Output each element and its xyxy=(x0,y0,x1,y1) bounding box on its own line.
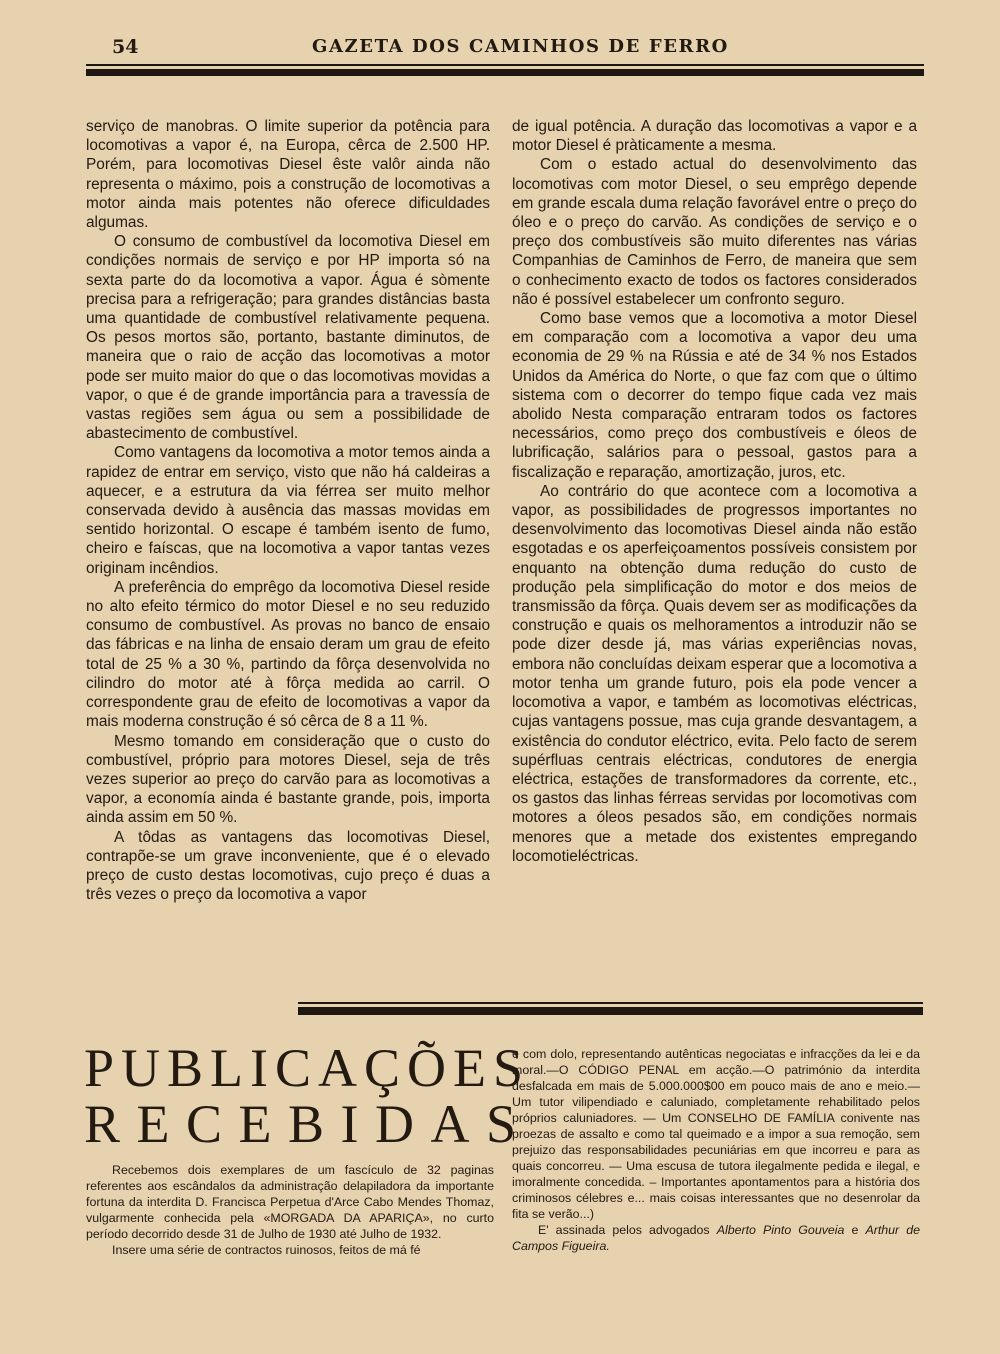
article-paragraph: Como vantagens da locomotiva a motor temos ainda a rapidez de entrar em serviço, visto que não há caldeiras a aquecer, e a estrutura da via férrea ser muito melhor conservada devido à ausência das massas movidas em sentido horizontal. O escape é também isento de fumo, cheiro e faíscas, que na locomotiva a vapor tantas vezes originam incêndios. xyxy=(86,444,490,577)
section-divider-thin xyxy=(298,1002,923,1004)
section-title-line-2: RECEBIDAS xyxy=(84,1094,533,1154)
review-signature xyxy=(512,1222,920,1254)
article-paragraph: Ao contrário do que acontece com a locomotiva a vapor, as possibilidades de progressos importantes no desenvolvimento das locomotivas Diesel ainda não estão esgotadas e os aperfeiçoamentos possíveis consistem por enquanto na obtenção duma redução do custo de produção pela simplificação do motor e dos meios de transmissão da fôrça. Quais devem ser as modificações da construção e quais os melhoramentos a introduzir não se pode dizer desde já, mas várias experiências novas, embora não concluídas deixam esperar que a locomotiva a motor tenha um grande futuro, pois ela pode vencer a locomotiva a vapor, e também as locomotivas eléctricas, cujas vantagens possue, mas cuja grande desvantagem, a existência do condutor eléctrico, evita. Pelo facto de serem supérfluas centrais eléctricas, condutores de energia eléctrica, estações de transformadores da corrente, etc., os gastos das linhas férreas servidas por locomotivas com motores a óleos pesados são, em condições normais menores que a metade dos existentes empregando locomotieléctricas. xyxy=(512,482,917,865)
header-rule-thin xyxy=(86,64,924,66)
author-name: Arthur de Campos Figueira. xyxy=(512,1223,921,1253)
review-paragraph: e com dolo, representando autênticas negociatas e infracções da lei e da moral.—O CÓDIGO PENAL em acção.—O património da interdita desfalcada em mais de 5.000.000$00 em pouco mais de ano e meio.—Um tutor vilipendiado e caluniado, completamente rehabilitado pelos próprios caluniadores. — Um CONSELHO DE FAMÍLIA conivente nas proezas de assalto e como tal queimado e a impor a sua remoção, sem prejuizo das responsabilidades pecuniárias em que incorreu e para as quais concorreu. — Uma escusa de tutora ilegalmente pedida e ilegal, e imoralmente concedida. – Importantes apontamentos para a história dos criminosos célebres e... mais coisas interessantes que no desenrolar da fita se verão...) xyxy=(512,1047,920,1221)
article-column-right xyxy=(512,117,917,866)
page-header xyxy=(112,34,924,60)
article-paragraph: de igual potência. A duração das locomotivas a vapor e a motor Diesel é pràticamente a mesma. xyxy=(512,118,917,155)
review-paragraph: Recebemos dois exemplares de um fascículo de 32 paginas referentes aos escândalos da administração delapiladora da importante fortuna da interdita D. Francisca Perpetua d'Arce Cabo Mendes Thomaz, vulgarmente conhecida pela «MORGADA DA APARIÇA», no curto período decorrido desde 31 de Julho de 1930 até Julho de 1932. xyxy=(86,1163,494,1241)
author-name: Alberto Pinto Gouveia xyxy=(716,1223,845,1237)
signature-joiner: e xyxy=(844,1223,866,1237)
review-column-right xyxy=(512,1046,920,1254)
article-paragraph: A tôdas as vantagens das locomotivas Diesel, contrapõe-se um grave inconveniente, que é o elevado preço de custo destas locomotivas, cujo preço é duas a três vezes o preço da locomotiva a vapor xyxy=(86,828,490,904)
section-divider-thick xyxy=(298,1007,923,1015)
article-paragraph: Mesmo tomando em consideração que o custo do combustível, próprio para motores Diesel, seja de três vezes superior ao preço do carvão para as locomotivas a vapor, a economía ainda é bastante grande, pois, importa ainda assim em 50 %. xyxy=(86,732,490,827)
article-paragraph: Com o estado actual do desenvolvimento das locomotivas com motor Diesel, o seu emprêgo depende em grande escala duma relação favorável entre o preço do óleo e o preço do carvão. As condições de serviço e o preço dos combustíveis são muito diferentes nas várias Companhias de Caminhos de Ferro, de maneira que sem o conhecimento exacto de todos os factores considerados não é possível estabelecer um confronto seguro. xyxy=(512,156,917,308)
page-number: 54 xyxy=(112,36,139,58)
running-title: GAZETA DOS CAMINHOS DE FERRO xyxy=(312,36,729,57)
article-paragraph: A preferência do emprêgo da locomotiva Diesel reside no alto efeito térmico do motor Diesel e no seu reduzido consumo de combustível. As provas no banco de ensaio das fábricas e na linha de ensaio deram um grau de efeito total de 25 % a 30 %, partindo da fôrça desenvolvida no cilindro do motor até à fôrça medida ao carril. O correspondente grau de efeito de locomotivas a vapor da mais moderna construção é só cêrca de 8 a 11 %. xyxy=(86,578,490,731)
review-paragraph: Insere uma série de contractos ruinosos, feitos de má fé xyxy=(112,1243,421,1257)
review-column-left xyxy=(86,1162,494,1258)
article-paragraph: serviço de manobras. O limite superior da potência para locomotivas a vapor é, na Europa, cêrca de 2.500 HP. Porém, para locomotivas Diesel êste valôr ainda não representa o máximo, pois a construção de locomotivas a motor ainda mais potentes não oferece dificuldades algumas. xyxy=(86,118,490,232)
signature-prefix: E' assinada pelos advogados xyxy=(538,1223,717,1237)
article-column-left xyxy=(86,117,490,904)
section-title xyxy=(84,1038,533,1154)
article-paragraph: Como base vemos que a locomotiva a motor Diesel em comparação com a locomotiva a vapor deu uma economia de 29 % na Rússia e até de 34 % nos Estados Unidos da América do Norte, o que faz com que o último sistema com o decorrer do tempo fique cada vez mais abolido Nesta comparação entraram todos os factores necessários, como preço dos combustíveis e óleos de lubrificação, salários para o pessoal, gastos para a fiscalização e reparação, amortização, juros, etc. xyxy=(512,310,917,481)
section-title-line-1: PUBLICAÇÕES xyxy=(84,1038,531,1098)
article-paragraph: O consumo de combustível da locomotiva Diesel em condições normais de serviço e por HP importa só na sexta parte do da locomotiva a vapor. Água é sòmente precisa para a refrigeração; para grandes distâncias basta uma quantidade de combustível relativamente pequena. Os pesos mortos são, portanto, bastante diminutos, de maneira que o raio de acção das locomotivas a motor pode ser muito maior do que o das locomotivas movidas a vapor, o que é de grande importância para a travessía de vastas regiões sem água ou sem a possibilidade de abastecimento de combustível. xyxy=(86,233,490,443)
header-rule-thick xyxy=(86,69,924,76)
